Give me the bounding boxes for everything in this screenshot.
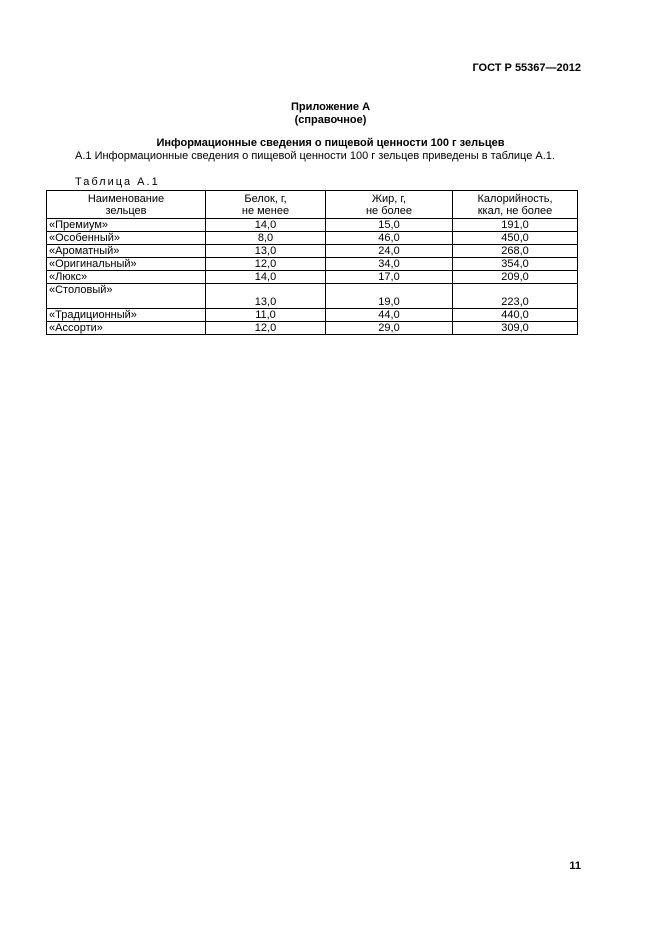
document-code: ГОСТ Р 55367—2012 — [472, 62, 581, 74]
cell-fat: 46,0 — [326, 232, 453, 245]
table-row — [47, 322, 578, 335]
cell-calories: 268,0 — [453, 245, 578, 258]
cell-protein: 11,0 — [206, 309, 326, 322]
section-heading: Информационные сведения о пищевой ценности 100 г зельцев — [156, 137, 505, 149]
cell-protein: 13,0 — [206, 245, 326, 258]
cell-name: «Столовый» — [47, 284, 206, 309]
appendix-title: Приложение А — [290, 101, 371, 113]
cell-fat: 15,0 — [326, 219, 453, 232]
cell-fat: 19,0 — [326, 284, 453, 309]
header-protein — [206, 191, 326, 219]
cell-calories: 309,0 — [453, 322, 578, 335]
table-row — [47, 245, 578, 258]
cell-fat: 24,0 — [326, 245, 453, 258]
header-name — [47, 191, 206, 219]
table-caption: Таблица А.1 — [75, 176, 160, 188]
header-fat-line2: не более — [365, 204, 413, 217]
cell-calories: 440,0 — [453, 309, 578, 322]
table-row — [47, 232, 578, 245]
cell-calories: 191,0 — [453, 219, 578, 232]
cell-name: «Традиционный» — [47, 309, 206, 322]
cell-calories: 209,0 — [453, 271, 578, 284]
nutrition-table — [46, 190, 578, 335]
cell-name: «Люкс» — [47, 271, 206, 284]
cell-name: «Ассорти» — [47, 322, 206, 335]
cell-calories: 450,0 — [453, 232, 578, 245]
section-text: А.1 Информационные сведения о пищевой ценности 100 г зельцев приведены в таблице А.1. — [75, 150, 555, 162]
cell-fat: 34,0 — [326, 258, 453, 271]
header-protein-line2: не менее — [241, 204, 290, 217]
cell-protein: 13,0 — [206, 284, 326, 309]
table-header-row — [47, 191, 578, 219]
cell-protein: 8,0 — [206, 232, 326, 245]
header-fat-line1: Жир, г, — [371, 192, 407, 205]
table-row — [47, 284, 578, 309]
header-calories — [453, 191, 578, 219]
cell-name: «Особенный» — [47, 232, 206, 245]
cell-name: «Оригинальный» — [47, 258, 206, 271]
cell-name: «Ароматный» — [47, 245, 206, 258]
table-row — [47, 258, 578, 271]
appendix-subtitle: (справочное) — [294, 114, 367, 126]
cell-fat: 44,0 — [326, 309, 453, 322]
header-protein-line1: Белок, г, — [244, 192, 287, 205]
cell-fat: 17,0 — [326, 271, 453, 284]
header-calories-line2: ккал, не более — [477, 204, 553, 217]
header-name-line2: зельцев — [105, 204, 147, 217]
header-name-line1: Наименование — [87, 192, 165, 205]
table-row — [47, 309, 578, 322]
table-row — [47, 271, 578, 284]
header-calories-line1: Калорийность, — [477, 192, 553, 205]
cell-fat: 29,0 — [326, 322, 453, 335]
cell-protein: 14,0 — [206, 219, 326, 232]
header-fat — [326, 191, 453, 219]
page-number: 11 — [569, 860, 581, 872]
cell-name: «Премиум» — [47, 219, 206, 232]
cell-calories: 354,0 — [453, 258, 578, 271]
cell-protein: 12,0 — [206, 322, 326, 335]
cell-protein: 14,0 — [206, 271, 326, 284]
table-row — [47, 219, 578, 232]
cell-protein: 12,0 — [206, 258, 326, 271]
cell-calories: 223,0 — [453, 284, 578, 309]
